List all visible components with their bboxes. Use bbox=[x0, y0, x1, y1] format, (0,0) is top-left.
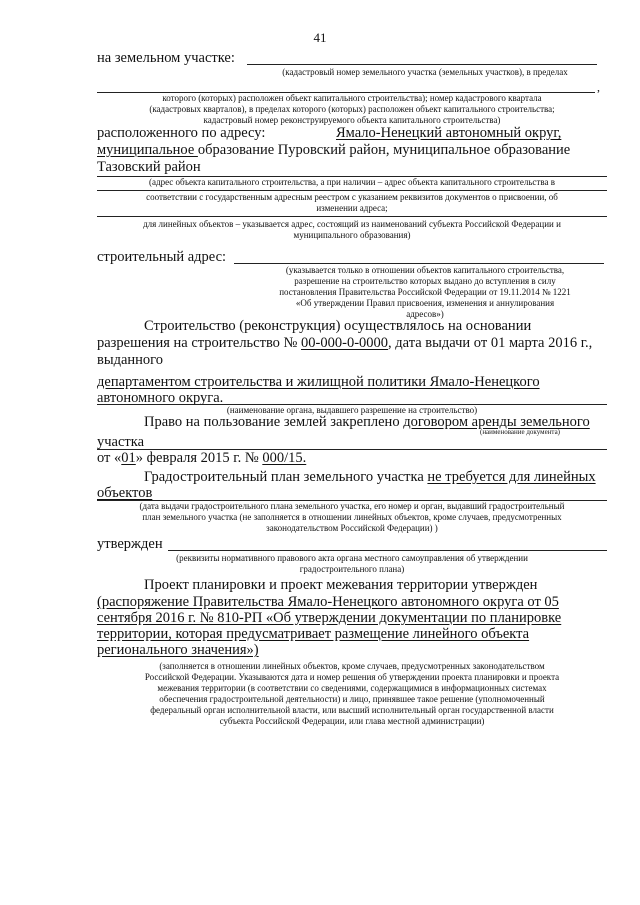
address-note-1: (адрес объекта капитального строительства, а при наличии – адрес объекта капитального строительства в bbox=[149, 177, 555, 187]
planning-note-2: Российской Федерации. Указываются дата и номер решения об утверждении проекта планировки и проекта bbox=[144, 672, 560, 682]
planning-note-3: межевания территории (в соответствии со сведениями, содержащимися в информационных системах bbox=[157, 683, 547, 693]
construction-note-4: «Об утверждении Правил присвоения, изменения и аннулирования bbox=[295, 298, 555, 308]
address-region: Ямало-Ненецкий автономный округ, bbox=[336, 125, 562, 141]
planning-note-1: (заполняется в отношении линейных объектов, кроме случаев, предусмотренных законодательством bbox=[159, 661, 545, 671]
basis-line-1: Строительство (реконструкция) осуществлялось на основании bbox=[144, 318, 532, 334]
approved-label: утвержден bbox=[97, 536, 163, 552]
construction-note-2: разрешение на строительство которых выдано до вступления в силу bbox=[294, 276, 556, 286]
planning-note-4: обеспечения градостроительной деятельности) и лицо, принявшее такое решение (уполномоченный bbox=[159, 694, 545, 704]
construction-address-line bbox=[234, 263, 604, 264]
land-right-doc-note: (наименование документа) bbox=[479, 428, 561, 436]
issuer-line-2: автономного округа. bbox=[97, 390, 224, 406]
construction-note-1: (указывается только в отношении объектов капитального строительства, bbox=[285, 265, 565, 275]
address-note-4: для линейных объектов – указывается адрес, состоящий из наименований субъекта Российской Федерации и bbox=[143, 219, 561, 229]
parcel-label: на земельном участке: bbox=[97, 50, 235, 66]
construction-note-5: адресов») bbox=[406, 309, 444, 319]
planning-line-1: Проект планировки и проект межевания территории утвержден bbox=[144, 577, 538, 593]
address-line-gap bbox=[97, 190, 607, 191]
address-note-2: соответствии с государственным адресным реестром с указанием реквизитов документов о присвоении, об bbox=[146, 192, 558, 202]
basis-line-3: выданного bbox=[97, 352, 164, 368]
gpzu-note-1: (дата выдачи градостроительного плана земельного участка, его номер и орган, выдавший градостроительный bbox=[139, 501, 565, 511]
address-line-gap-2 bbox=[97, 216, 607, 217]
address-note-3: изменении адреса; bbox=[316, 203, 388, 213]
planning-line-3: сентября 2016 г. № 810-РП «Об утверждении документации по планировке bbox=[97, 610, 562, 626]
parcel-note-3: (кадастровых кварталов), в пределах которого (которых) расположен объект капитального строительства; bbox=[149, 104, 555, 114]
land-right-line-2: участка bbox=[97, 434, 145, 450]
planning-line-4: территории, которая предусматривает размещение линейного объекта bbox=[97, 626, 530, 642]
parcel-cadastral-line bbox=[247, 64, 597, 65]
approved-note-2: градостроительного плана) bbox=[299, 564, 405, 574]
gpzu-note-2: план земельного участка (не заполняется в отношении линейных объектов, кроме случаев, предусмотренных bbox=[142, 512, 562, 522]
issuer-line-1: департаментом строительства и жилищной политики Ямало-Ненецкого bbox=[97, 374, 540, 390]
address-line-2: муниципальное образование Пуровский район, муниципальное образование bbox=[97, 142, 571, 158]
basis-line-2: разрешения на строительство № 00-000-0-0000, дата выдачи от 01 марта 2016 г., bbox=[97, 335, 593, 351]
page-number: 41 bbox=[313, 30, 327, 45]
construction-address-label: строительный адрес: bbox=[97, 249, 227, 265]
land-right-date: от «01» февраля 2015 г. № 000/15. bbox=[97, 450, 307, 466]
construction-note-3: постановления Правительства Российской Федерации от 19.11.2014 № 1221 bbox=[279, 287, 571, 297]
address-label: расположенного по адресу: bbox=[97, 125, 266, 141]
issuer-note: (наименование органа, выдавшего разрешение на строительство) bbox=[226, 405, 478, 415]
parcel-comma: , bbox=[597, 80, 600, 94]
parcel-note-2: которого (которых) расположен объект капитального строительства); номер кадастрового квартала bbox=[162, 93, 542, 103]
land-right-line-1: Право на пользование землей закреплено договором аренды земельного bbox=[144, 414, 590, 430]
planning-line-5: регионального значения») bbox=[97, 642, 259, 658]
gpzu-line-2: объектов bbox=[97, 485, 153, 501]
approved-line bbox=[168, 550, 607, 551]
address-note-5: муниципального образования) bbox=[293, 230, 411, 240]
gpzu-line-1: Градостроительный план земельного участка не требуется для линейных bbox=[144, 469, 596, 485]
approved-note-1: (реквизиты нормативного правового акта органа местного самоуправления об утверждении bbox=[176, 553, 528, 563]
address-line-3: Тазовский район bbox=[97, 159, 201, 175]
parcel-note-4: кадастровый номер реконструируемого объекта капитального строительства) bbox=[203, 115, 501, 125]
gpzu-note-3: законодательством Российской Федерации) ) bbox=[266, 523, 438, 533]
planning-note-5: федеральный орган исполнительной власти, или высший исполнительный орган государственной власти bbox=[150, 705, 554, 715]
planning-line-2: (распоряжение Правительства Ямало-Ненецкого автономного округа от 05 bbox=[97, 594, 559, 610]
parcel-note-1: (кадастровый номер земельного участка (земельных участков), в пределах bbox=[282, 67, 568, 77]
planning-note-6: субъекта Российской Федерации, или глава местной администрации) bbox=[219, 716, 485, 726]
